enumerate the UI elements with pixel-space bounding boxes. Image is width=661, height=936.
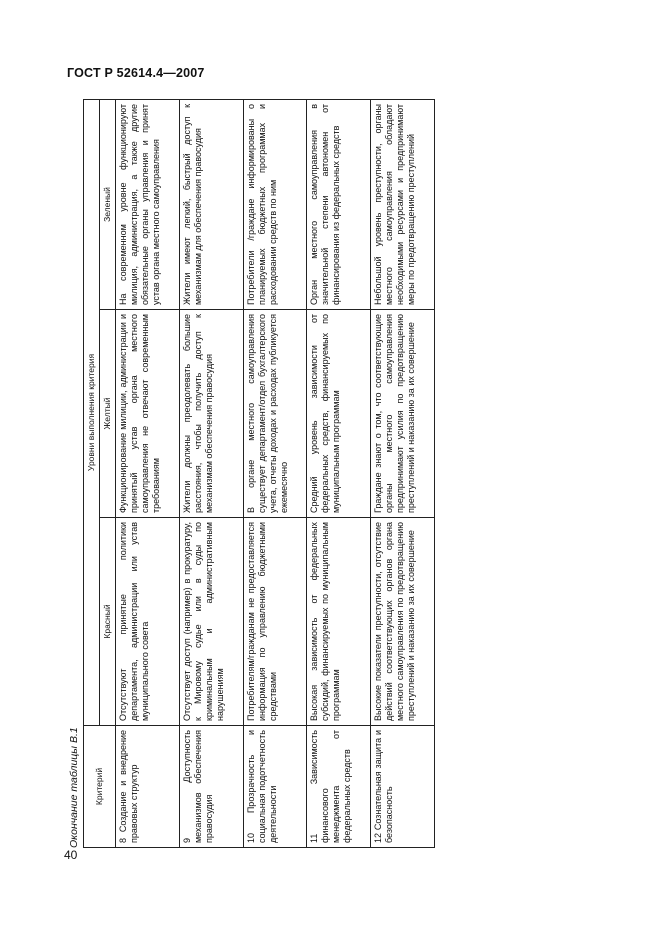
- yellow-cell: Средний уровень зависимости от федеральных средств, финансируемых по муниципальным программам: [307, 310, 371, 518]
- green-cell: Жители имеют легкий, быстрый доступ к механизмам для обеспечения правосудия: [179, 99, 243, 309]
- green-cell: Орган местного самоуправления в значительной степени автономен от финансирования из федеральных средств: [307, 99, 371, 309]
- criterion-cell: 8 Создание и внедрение правовых структур: [116, 726, 180, 848]
- criterion-cell: 10 Прозрачность и социальная подотчетность деятельности: [243, 726, 307, 848]
- criterion-cell: 11 Зависимость финансового менеджмента от федеральных средств: [307, 726, 371, 848]
- header-row-levels: [84, 99, 100, 847]
- green-cell: Небольшой уровень преступности, органы местного самоуправления обладают необходимыми ресурсами и предпринимают меры по предотвращению преступлений: [371, 99, 435, 309]
- yellow-cell: Граждане знают о том, что соответствующие органы местного самоуправления предпринимают усилия по предотвращению преступлений и наказанию за их совершение: [371, 310, 435, 518]
- red-cell: Потребителям/гражданам не предоставляется информация по управлению бюджетными средствами: [243, 518, 307, 726]
- header-yellow: Желтый: [100, 310, 116, 518]
- criteria-table: [83, 99, 435, 848]
- green-cell: Потребители /граждане информированы о планируемых бюджетных программах и расходовании средств по ним: [243, 99, 307, 309]
- rotated-table-area: [65, 100, 435, 848]
- red-cell: Высокая зависимость от федеральных субсидий, финансируемых по муниципальным программам: [307, 518, 371, 726]
- header-red: Красный: [100, 518, 116, 726]
- yellow-cell: Функционирование милиции, администрации и принятый устав органа местного самоуправления не отвечают современным требованиям: [116, 310, 180, 518]
- table-row: [307, 99, 371, 847]
- green-cell: На современном уровне функционируют милиция, администрация, а также другие обязательные органы управления и принят устав органа местного самоуправления: [116, 99, 180, 309]
- red-cell: Высокие показатели преступности, отсутствие действий соответствующих органов органа местного самоуправления по предотвращению преступлений и наказанию за их совершение: [371, 518, 435, 726]
- header-green: Зеленый: [100, 99, 116, 309]
- header-levels: Уровни выполнения критерия: [84, 99, 100, 725]
- table-row: [179, 99, 243, 847]
- yellow-cell: Жители должны преодолевать большие расстояния, чтобы получить доступ к механизмам обеспечения правосудия: [179, 310, 243, 518]
- table-row: [243, 99, 307, 847]
- criterion-cell: 12 Сознательная защита и безопасность: [371, 726, 435, 848]
- rotated-content: [65, 100, 435, 848]
- table-caption: Окончание таблицы В.1: [68, 727, 80, 848]
- header-criterion: Критерий: [84, 726, 116, 848]
- red-cell: Отсутствует доступ (например) в прокуратуру, к Мировому судье или в суды по криминальным и административным нарушениям: [179, 518, 243, 726]
- table-row: [116, 99, 180, 847]
- page-number: 40: [64, 848, 78, 862]
- red-cell: Отсутствуют принятые политики департамента, администрации или устав муниципального совета: [116, 518, 180, 726]
- criterion-cell: 9 Доступность механизмов обеспечения правосудия: [179, 726, 243, 848]
- table-row: [371, 99, 435, 847]
- document-header: ГОСТ Р 52614.4—2007: [67, 66, 205, 80]
- yellow-cell: В органе местного самоуправления существует департамент/отдел бухгалтерского учета, отчеты доходах и расходах публикуется ежемесячно: [243, 310, 307, 518]
